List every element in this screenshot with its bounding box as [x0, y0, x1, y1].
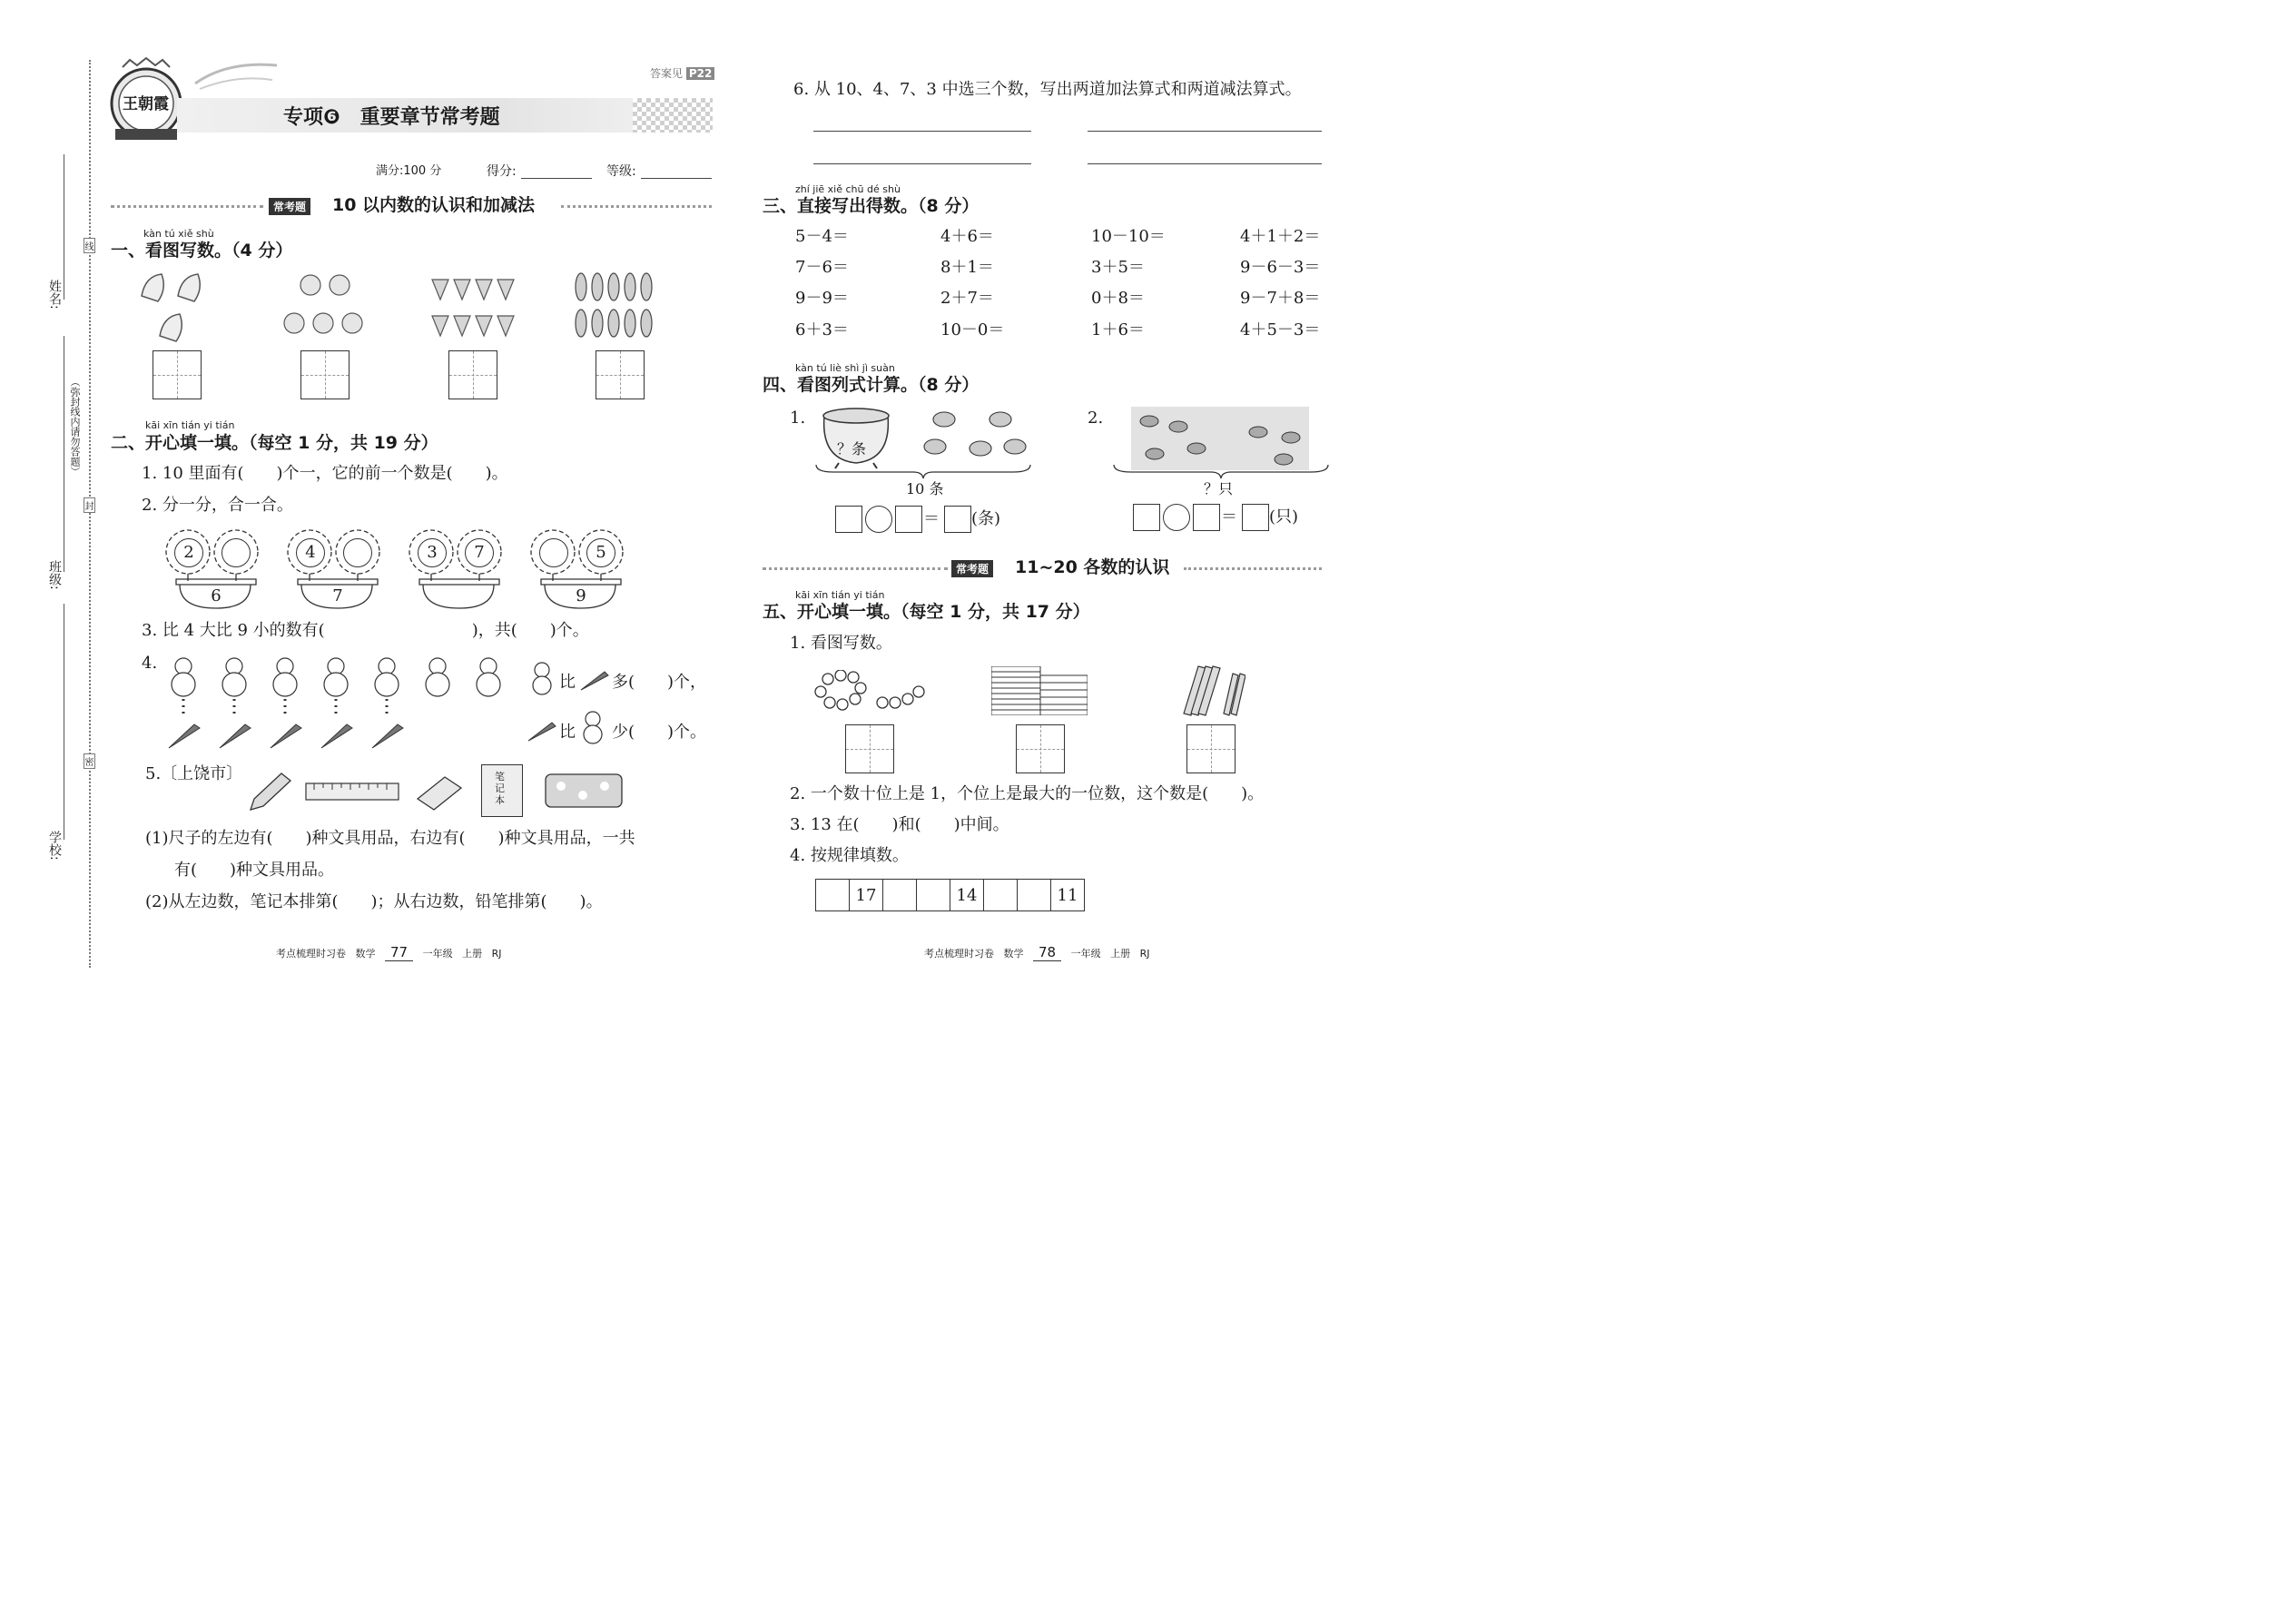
pencil-picture — [245, 770, 294, 813]
section-title-right: 11~20 各数的认识 — [1015, 557, 1170, 577]
q2-item-2: 2. 分一分，合一合。 — [142, 496, 293, 515]
pot2-base-value[interactable]: 7 — [332, 586, 343, 605]
seq-cell: 14 — [950, 880, 984, 911]
fish-bowl-picture — [817, 405, 895, 470]
goldfish-picture — [917, 408, 1029, 467]
q3-cell[interactable]: 9－9＝ — [795, 289, 849, 308]
section-divider-right-a — [763, 567, 948, 570]
score-full: 满分:100 分 — [376, 164, 442, 178]
fish-bowl-label: ？条 — [837, 440, 867, 458]
notebook-picture — [481, 764, 523, 817]
seal-char-1: 线 — [84, 238, 95, 253]
snowman-small-icon-2 — [581, 708, 605, 744]
checker-pattern — [633, 98, 713, 133]
q3-cell[interactable]: 9－7＋8＝ — [1240, 289, 1321, 308]
answer-ref — [650, 65, 714, 81]
pot4-left-circle[interactable] — [539, 538, 568, 567]
pot4-right-value: 5 — [596, 543, 606, 562]
pot3-right-circle[interactable] — [465, 538, 494, 567]
q2-title: 二、开心填一填。（每空 1 分，共 19 分） — [111, 433, 438, 453]
q4-p1-equals: ＝ — [923, 509, 940, 528]
q3-cell[interactable]: 8＋1＝ — [940, 258, 994, 277]
q4-p2-total: ？只 — [1204, 480, 1234, 497]
q5-answer-box-3[interactable] — [1186, 724, 1236, 773]
q4-p2-unit: (只) — [1269, 507, 1299, 527]
section-tag-right: 常考题 — [951, 560, 993, 577]
right-footer-vol: 上册 — [1110, 948, 1131, 960]
q3-cell[interactable]: 10－10＝ — [1091, 227, 1166, 246]
right-page-number: 78 — [1033, 944, 1061, 961]
q4-p2-equals: ＝ — [1221, 507, 1237, 527]
flower-pot-1 — [165, 527, 265, 610]
q2-item-1: 1. 10 里面有( )个一，它的前一个数是( )。 — [142, 464, 508, 483]
q6-answer-line-1[interactable] — [813, 131, 1031, 132]
q6-text: 6. 从 10、4、7、3 中选三个数，写出两道加法算式和两道减法算式。 — [793, 80, 1302, 99]
pot4-base-value[interactable]: 9 — [576, 586, 586, 605]
seal-note: （弥封线内请勿答题） — [69, 377, 81, 477]
q4-p1-operator[interactable] — [865, 506, 892, 533]
q3-cell[interactable]: 4＋6＝ — [940, 227, 994, 246]
right-footer — [924, 944, 1149, 960]
notebook-label: 笔记本 — [495, 771, 505, 806]
q2-item-5-1b: 有( )种文具用品。 — [174, 861, 335, 880]
pencil-case-picture — [545, 773, 623, 808]
q4-p1-label: 1. — [790, 408, 806, 428]
q5-answer-box-2[interactable] — [1016, 724, 1065, 773]
q4-title: 四、看图列式计算。（8 分） — [763, 375, 980, 395]
grade-field[interactable] — [641, 178, 712, 179]
class-label: 班级: — [47, 560, 62, 590]
q4-p1-box-3[interactable] — [944, 506, 971, 533]
left-footer-vol: 上册 — [462, 948, 483, 960]
q4-p1-box-1[interactable] — [835, 506, 862, 533]
q6-answer-line-2[interactable] — [1088, 131, 1322, 132]
flower-pot-3 — [409, 527, 508, 610]
binding-dotted-line — [89, 60, 91, 968]
q1-answer-box-4[interactable] — [596, 350, 645, 399]
left-footer-grade: 一年级 — [422, 948, 453, 960]
q4-p2-box-3[interactable] — [1242, 504, 1269, 531]
seq-cell[interactable] — [984, 880, 1018, 911]
pot1-left-value: 2 — [183, 543, 194, 562]
q3-cell[interactable]: 1＋6＝ — [1091, 320, 1145, 340]
q3-cell[interactable]: 6＋3＝ — [795, 320, 849, 340]
left-footer-ed: RJ — [491, 948, 502, 960]
brace-1 — [815, 463, 1031, 479]
q2-item-5-label: 5.〔上饶市〕 — [145, 764, 243, 783]
seq-cell: 11 — [1051, 880, 1085, 911]
carrot-small-icon-2 — [527, 719, 557, 743]
section-title: 10 以内数的认识和加减法 — [332, 195, 536, 215]
q3-pinyin: zhí jiē xiě chū dé shù — [795, 183, 901, 195]
name-label: 姓名: — [47, 280, 62, 310]
left-page-number: 77 — [385, 944, 413, 961]
q3-cell[interactable]: 2＋7＝ — [940, 289, 994, 308]
seal-char-3: 密 — [84, 753, 95, 769]
strawberry-picture — [428, 274, 517, 343]
q3-cell[interactable]: 7－6＝ — [795, 258, 849, 277]
score-got-label: 得分: — [487, 164, 517, 179]
pot1-right-circle[interactable] — [222, 538, 251, 567]
snowmen-row — [163, 650, 517, 697]
q2-item-5-2: (2)从左边数，笔记本排第( )；从右边数，铅笔排第( )。 — [145, 892, 603, 911]
section-divider-right-b — [1184, 567, 1322, 570]
cabbage-picture — [136, 269, 218, 343]
q5-item-1: 1. 看图写数。 — [790, 634, 892, 653]
sequence-table — [815, 879, 1085, 911]
flower-pot-2 — [287, 527, 387, 610]
q3-cell[interactable]: 10－0＝ — [940, 320, 1005, 340]
ruler-picture — [305, 782, 399, 801]
pot2-left-circle[interactable] — [296, 538, 325, 567]
q1-answer-box-3[interactable] — [448, 350, 497, 399]
q2-item-4-less: 少( )个。 — [612, 723, 707, 742]
carrots-row — [163, 719, 418, 752]
eraser-picture — [414, 772, 465, 813]
q2-item-4-more: 多( )个， — [612, 673, 707, 692]
ribbon-decoration — [191, 56, 281, 93]
page-title: 专项❻ 重要章节常考题 — [283, 106, 500, 129]
q1-answer-box-1[interactable] — [153, 350, 202, 399]
q2-item-4-compare-a: 比 — [559, 673, 576, 692]
pot3-left-value: 3 — [427, 543, 438, 562]
score-got-field[interactable] — [521, 178, 592, 179]
q4-p2-operator[interactable] — [1163, 504, 1190, 531]
pot1-base-value[interactable]: 6 — [211, 586, 222, 605]
seq-cell[interactable] — [1018, 880, 1051, 911]
q2-item-4-compare-b: 比 — [559, 723, 576, 742]
q6-answer-line-4[interactable] — [1088, 163, 1322, 164]
q2-item-4-label: 4. — [142, 654, 158, 673]
q4-p1-total: 10 条 — [906, 480, 944, 497]
seal-char-2: 封 — [84, 497, 95, 513]
q4-p2-box-2[interactable] — [1193, 504, 1220, 531]
brace-2 — [1113, 463, 1329, 479]
pot2-right-circle[interactable] — [343, 538, 372, 567]
sticks-grid-picture — [991, 666, 1088, 715]
beads-picture — [813, 670, 926, 714]
q3-cell[interactable]: 4＋5－3＝ — [1240, 320, 1321, 340]
turtles-picture — [1131, 407, 1309, 470]
leaf-picture — [574, 271, 655, 343]
pot1-left-circle[interactable] — [174, 538, 203, 567]
q3-title: 三、直接写出得数。（8 分） — [763, 196, 980, 216]
right-footer-book: 考点梳理时习卷 — [924, 948, 994, 960]
q4-p2-label: 2. — [1088, 408, 1104, 428]
q5-answer-box-1[interactable] — [845, 724, 894, 773]
right-footer-ed: RJ — [1139, 948, 1150, 960]
pot3-left-circle[interactable] — [418, 538, 447, 567]
section-tag: 常考题 — [269, 198, 310, 215]
q2-item-3: 3. 比 4 大比 9 小的数有( )，共( )个。 — [142, 621, 589, 640]
q4-p1-unit: (条) — [971, 509, 1001, 528]
grade-label: 等级: — [606, 164, 636, 179]
pot4-right-circle[interactable] — [586, 538, 615, 567]
seq-cell[interactable] — [883, 880, 917, 911]
pot3-right-value: 7 — [474, 543, 485, 562]
right-footer-grade: 一年级 — [1070, 948, 1101, 960]
q5-item-3: 3. 13 在( )和( )中间。 — [790, 815, 1009, 834]
q4-pinyin: kàn tú liè shì jì suàn — [795, 362, 895, 374]
q5-title: 五、开心填一填。（每空 1 分，共 17 分） — [763, 602, 1090, 622]
q4-p1-box-2[interactable] — [895, 506, 922, 533]
school-label: 学校: — [47, 831, 62, 861]
left-footer — [276, 944, 501, 960]
q3-cell[interactable]: 9－6－3＝ — [1240, 258, 1321, 277]
q1-answer-box-2[interactable] — [300, 350, 350, 399]
bear-picture — [281, 271, 369, 343]
dotted-connectors — [163, 697, 418, 719]
q3-cell[interactable]: 5－4＝ — [795, 227, 849, 246]
q6-answer-line-3[interactable] — [813, 163, 1031, 164]
q5-item-4: 4. 按规律填数。 — [790, 846, 909, 865]
seq-cell[interactable] — [816, 880, 850, 911]
section-divider-left-a — [111, 205, 263, 208]
pot2-left-value: 4 — [305, 543, 316, 562]
seq-cell: 17 — [850, 880, 883, 911]
carrot-small-icon — [579, 668, 610, 692]
brand-logo — [104, 56, 188, 145]
q4-p2-box-1[interactable] — [1133, 504, 1160, 531]
flower-pot-4 — [530, 527, 630, 610]
bundled-sticks-picture — [1178, 663, 1245, 717]
seq-cell[interactable] — [917, 880, 950, 911]
q3-cell[interactable]: 3＋5＝ — [1091, 258, 1145, 277]
q1-title: 一、看图写数。（4 分） — [111, 241, 293, 261]
q2-item-5-1a: (1)尺子的左边有( )种文具用品，右边有( )种文具用品，一共 — [145, 829, 635, 848]
q5-item-2: 2. 一个数十位上是 1，个位上是最大的一位数，这个数是( )。 — [790, 784, 1265, 803]
q5-pinyin: kāi xīn tián yi tián — [795, 589, 885, 601]
left-footer-subject: 数学 — [355, 948, 376, 960]
left-footer-book: 考点梳理时习卷 — [276, 948, 346, 960]
section-divider-left-b — [561, 205, 712, 208]
q3-cell[interactable]: 4＋1＋2＝ — [1240, 227, 1321, 246]
snowman-small-icon — [530, 659, 554, 695]
answer-ref-label: 答案见 — [650, 67, 684, 80]
q1-pinyin: kàn tú xiě shù — [143, 228, 214, 240]
right-footer-subject: 数学 — [1003, 948, 1024, 960]
q3-cell[interactable]: 0＋8＝ — [1091, 289, 1145, 308]
q2-pinyin: kāi xīn tián yi tián — [145, 419, 235, 431]
brand-logo-text: 王朝霞 — [123, 95, 169, 113]
answer-page-badge: P22 — [686, 67, 715, 80]
